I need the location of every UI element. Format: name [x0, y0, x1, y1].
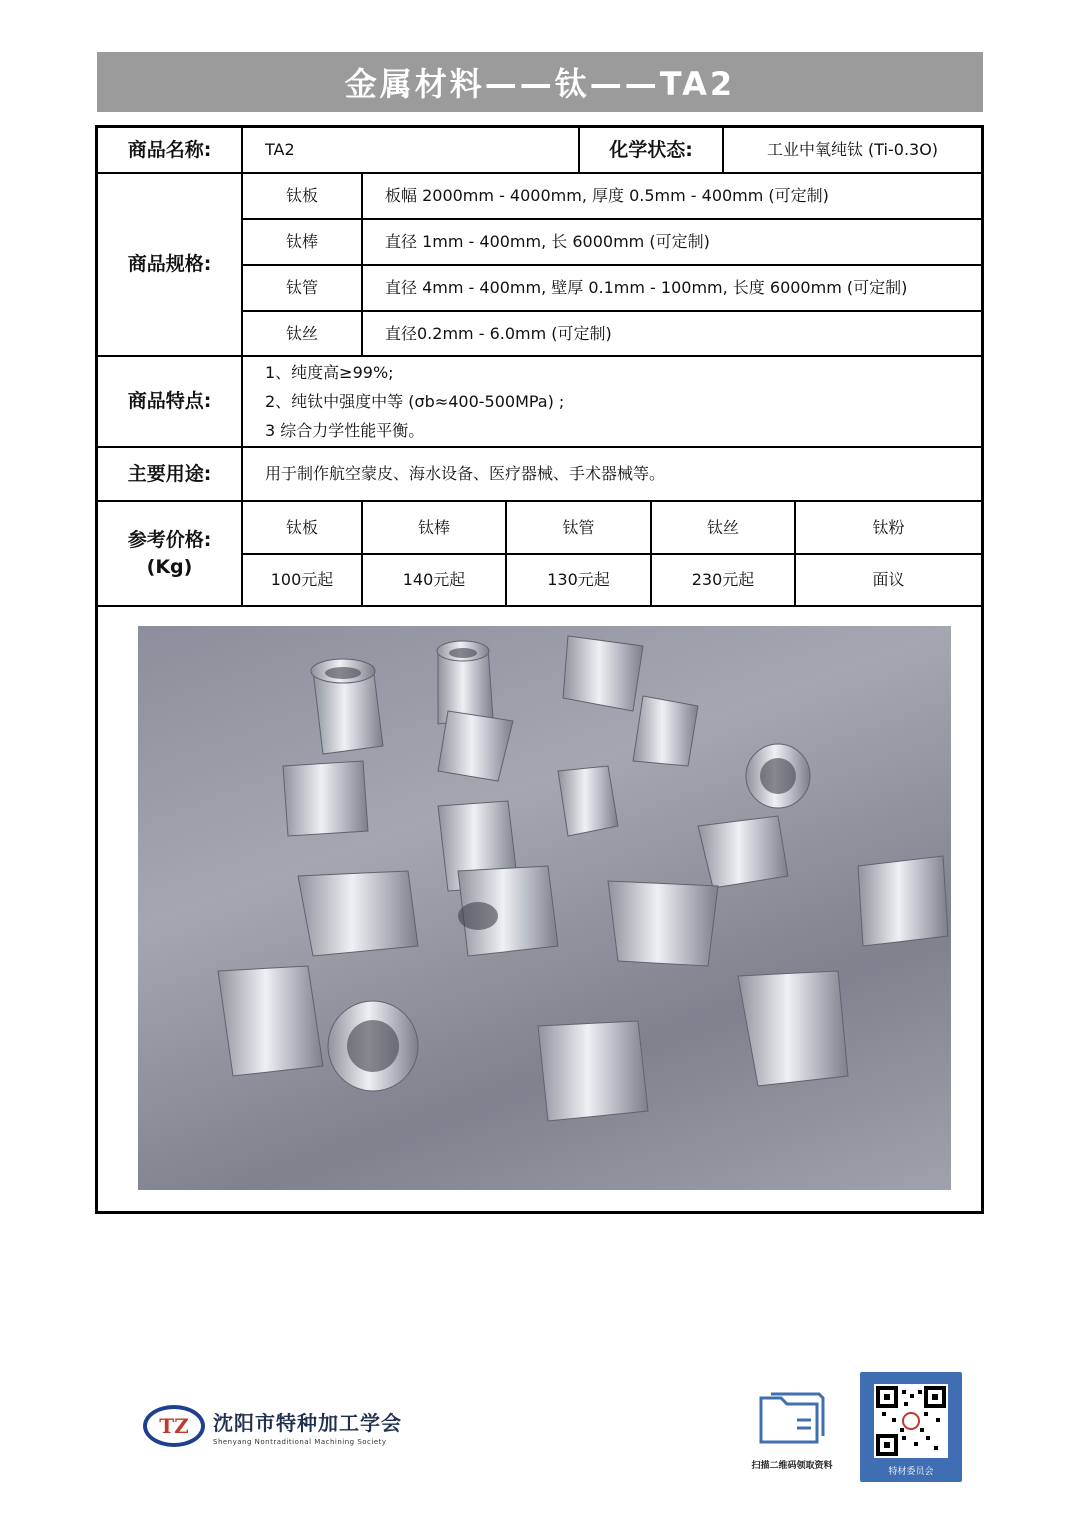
page-title: 金属材料——钛——TA2: [97, 52, 983, 112]
qr-caption: 特材委员会: [888, 1467, 934, 1477]
spec-desc: 直径0.2mm - 6.0mm (可定制): [385, 323, 612, 343]
feature-line: 2、纯钛中强度中等 (σb≈400-500MPa) ;: [265, 391, 565, 411]
spec-desc: 直径 1mm - 400mm, 长 6000mm (可定制): [385, 232, 710, 252]
tz-logo-icon: TZ: [143, 1405, 205, 1447]
price-header: 钛管: [562, 517, 595, 537]
features-list: [243, 357, 981, 446]
qr-code-block[interactable]: [860, 1372, 962, 1482]
product-photo: [138, 626, 951, 1190]
folder-icon: [757, 1388, 827, 1446]
product-name-label: 商品名称:: [127, 138, 212, 161]
feature-line: 1、纯度高≥99%;: [265, 362, 394, 382]
product-sheet: [95, 125, 984, 1214]
price-header: 钛棒: [417, 517, 450, 537]
folder-caption: 扫描二维码领取资料: [751, 1461, 833, 1471]
spec-desc: 直径 4mm - 400mm, 壁厚 0.1mm - 100mm, 长度 6000mm (可定制): [385, 278, 908, 298]
chemical-state-value: 工业中氧纯钛 (Ti-0.3O): [766, 140, 939, 160]
price-value: 100元起: [270, 570, 334, 590]
price-label: 参考价格:: [127, 528, 212, 551]
chemical-state-label: 化学状态:: [609, 138, 693, 161]
price-value: 130元起: [547, 570, 610, 590]
spec-type: 钛丝: [285, 323, 318, 343]
price-unit: (Kg): [146, 555, 193, 578]
usage-label: 主要用途:: [127, 462, 212, 485]
price-header: 钛板: [285, 517, 318, 537]
folder-block: [742, 1388, 842, 1471]
usage-value: 用于制作航空蒙皮、海水设备、医疗器械、手术器械等。: [265, 464, 666, 484]
specs-label: 商品规格:: [127, 253, 212, 276]
society-name-cn: 沈阳市特种加工学会: [213, 1410, 402, 1435]
titanium-parts-illustration: [138, 626, 951, 1190]
price-header: 钛粉: [872, 517, 905, 537]
price-value: 140元起: [402, 570, 466, 590]
feature-line: 3 综合力学性能平衡。: [265, 421, 425, 441]
price-value: 面议: [872, 570, 905, 590]
spec-desc: 板幅 2000mm - 4000mm, 厚度 0.5mm - 400mm (可定制): [385, 186, 829, 206]
features-label: 商品特点:: [127, 390, 212, 413]
product-name-value: TA2: [265, 140, 295, 160]
spec-type: 钛管: [285, 278, 318, 298]
society-name-en: Shenyang Nontraditional Machining Society: [213, 1437, 387, 1446]
price-value: 230元起: [691, 570, 755, 590]
qr-code-icon: [874, 1384, 948, 1458]
society-logo: [143, 1405, 402, 1447]
price-label-block: [98, 502, 241, 605]
spec-type: 钛板: [285, 186, 318, 206]
price-header: 钛丝: [706, 517, 739, 537]
spec-type: 钛棒: [285, 232, 318, 252]
